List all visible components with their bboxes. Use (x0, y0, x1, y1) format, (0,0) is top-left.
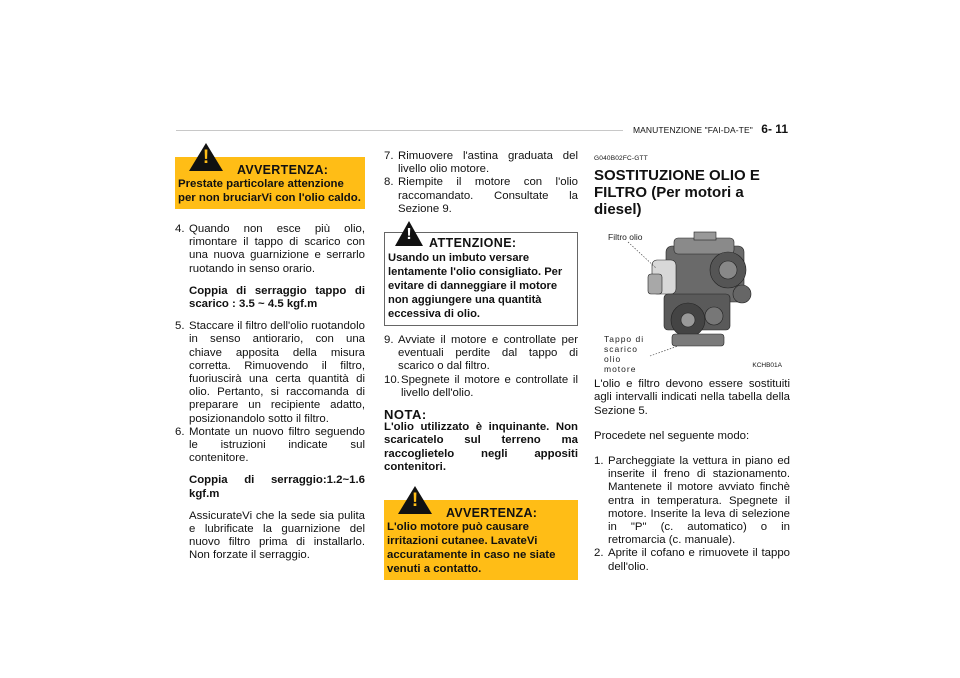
list-item (594, 547, 790, 573)
steps-list (175, 223, 365, 563)
warning-box (384, 490, 578, 580)
attention-box (384, 226, 578, 326)
section-heading: SOSTITUZIONE OLIO E FILTRO (Per motori a diesel) (594, 167, 760, 219)
torque-spec: Coppia di serraggio tappo di scarico : 3.5 ~ 4.5 kgf.m (189, 284, 365, 311)
warning-text: Prestate particolare attenzione per non bruciarVi con l'olio caldo. (178, 178, 361, 204)
list-item (175, 320, 365, 426)
section-title: MANUTENZIONE "FAI-DA-TE" (632, 125, 753, 135)
page-header (620, 120, 788, 138)
filter-label: Filtro olio (608, 232, 643, 243)
step-text: Rimuovere l'astina graduata del livello olio motore. (398, 150, 578, 176)
list-item (384, 176, 578, 216)
step-text: Parcheggiate la vettura in piano ed inserite il freno di stazionamento. Mantenete il motore avviato finchè entra in temperatura. Spegnete il motore. Inserite la leva di selezione in "P" (c. automatico) o in retromarcia (c. manuale). (608, 455, 790, 547)
exclamation-icon: ! (202, 147, 210, 168)
step-text: Quando non esce più olio, rimontare il tappo di scarico con una nuova guarnizione e serrarlo ruotando in senso orario. (189, 223, 365, 275)
column-3 (594, 152, 790, 574)
step-number: 2. (594, 547, 604, 560)
list-item (384, 374, 578, 400)
steps-list (594, 455, 790, 574)
attention-title: ATTENZIONE: (429, 236, 517, 251)
step-number: 8. (384, 176, 394, 189)
column-2 (384, 150, 578, 580)
step-text: Avviate il motore e controllate per eventuali perdite dal tappo di scarico o dal filtro. (398, 334, 578, 373)
step-text: Montate un nuovo filtro seguendo le istruzioni indicate sul contenitore. (189, 425, 365, 465)
warning-title: AVVERTENZA: (446, 506, 538, 521)
steps-list (384, 150, 578, 216)
note-title: NOTA: (384, 407, 427, 423)
step-note: AssicurateVi che la sede sia pulita e lubrificate la guarnizione del nuovo filtro prima di installarlo. Non forzate il serraggio. (189, 509, 365, 562)
section-code: G040B02FC-GTT (594, 155, 648, 162)
list-item (384, 334, 578, 374)
list-item (175, 223, 365, 311)
step-number: 10. (384, 373, 400, 386)
column-1 (175, 147, 365, 563)
exclamation-icon: ! (411, 490, 419, 512)
torque-spec: Coppia di serraggio:1.2~1.6 kgf.m (189, 474, 365, 500)
header-rule (176, 130, 623, 131)
step-number: 9. (384, 334, 394, 347)
warning-title: AVVERTENZA: (237, 163, 329, 177)
step-text: Staccare il filtro dell'olio ruotandolo in senso antiorario, con una chiave apposita della misura corretta. Rimuovendo il filtro, fuoriuscirà una certa quantità di olio. Pertanto, si raccomanda di preparare un recipiente adatto, posizionandolo sotto il filtro. (189, 320, 365, 425)
warning-text: L'olio motore può causare irritazioni cutanee. LavateVi accuratamente in caso ne siate venuti a contatto. (387, 521, 556, 576)
step-number: 4. (175, 223, 185, 235)
drain-plug-label: Tappo di scarico olio motore (604, 334, 645, 375)
list-item (384, 150, 578, 176)
step-number: 7. (384, 150, 394, 162)
exclamation-icon: ! (406, 226, 412, 244)
step-text: Aprite il cofano e rimuovete il tappo dell'olio. (608, 547, 790, 573)
list-item (175, 426, 365, 563)
step-text: Spegnete il motore e controllate il livello dell'olio. (401, 373, 578, 399)
note-text: L'olio utilizzato è inquinante. Non scaricatelo sul terreno ma raccoglietelo negli appositi contenitori. (384, 421, 578, 473)
step-number: 1. (594, 455, 604, 468)
intro-text: L'olio e filtro devono essere sostituiti agli intervalli indicati nella tabella della Sezione 5. (594, 378, 790, 417)
step-text: Riempite il motore con l'olio raccomandato. Consultate la Sezione 9. (398, 176, 578, 215)
step-number: 6. (175, 425, 185, 438)
step-number: 5. (175, 320, 185, 333)
procedure-text: Procedete nel seguente modo: (594, 429, 750, 442)
list-item (594, 455, 790, 547)
attention-text: Usando un imbuto versare lentamente l'olio consigliato. Per evitare di danneggiare il motore non aggiungere una quantità eccessiva di olio. (388, 252, 563, 321)
warning-box (175, 147, 365, 209)
engine-figure (594, 224, 786, 375)
steps-list (384, 334, 578, 400)
page-number: 6- 11 (761, 122, 788, 136)
figure-code: KCHB01A (752, 362, 782, 369)
